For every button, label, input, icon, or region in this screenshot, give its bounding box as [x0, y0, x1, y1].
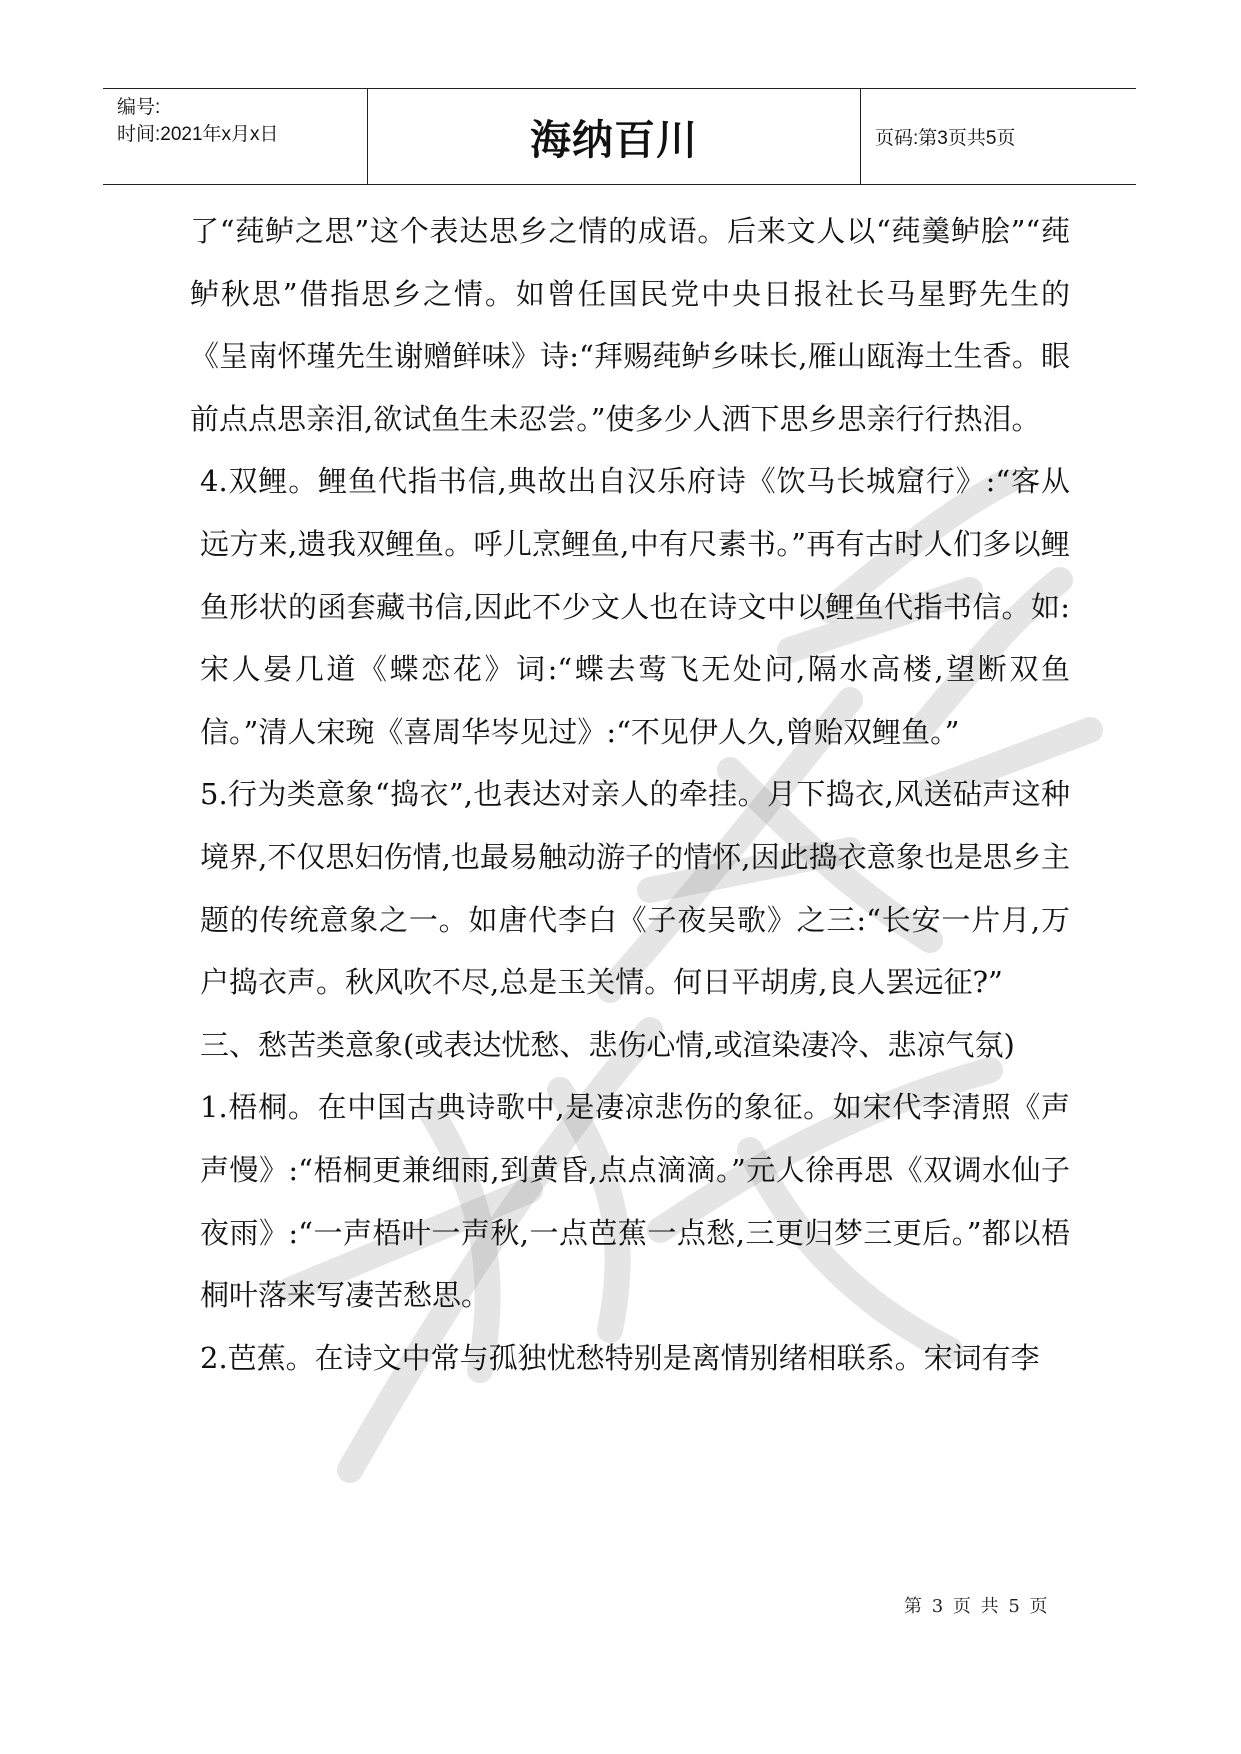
body-paragraph: 了“莼鲈之思”这个表达思乡之情的成语。后来文人以“莼羹鲈脍”“莼鲈秋思”借指思乡之情。如曾任国民党中央日报社长马星野先生的《呈南怀瑾先生谢赠鲜味》诗:“拜赐莼鲈乡味长,雁山瓯海土生香。眼前点点思亲泪,欲试鱼生未忍尝。”使多少人洒下思乡思亲行行热泪。	[190, 214, 1070, 436]
section-heading: 三、愁苦类意象(或表达忧愁、悲伤心情,或渲染凄冷、悲凉气氛)	[200, 1027, 1015, 1062]
document-body	[190, 200, 1070, 1389]
time-label: 时间:2021年x月x日	[117, 124, 279, 145]
body-paragraph: 4.双鲤。鲤鱼代指书信,典故出自汉乐府诗《饮马长城窟行》:“客从远方来,遗我双鲤鱼。呼儿烹鲤鱼,中有尺素书。”再有古时人们多以鲤鱼形状的函套藏书信,因此不少文人也在诗文中以鲤鱼代指书信。如:宋人晏几道《蝶恋花》词:“蝶去莺飞无处问,隔水高楼,望断双鱼信。”清人宋琬《喜周华岑见过》:“不见伊人久,曾贻双鲤鱼。”	[200, 464, 1070, 749]
body-paragraph: 2.芭蕉。在诗文中常与孤独忧愁特别是离情别绪相联系。宋词有李	[200, 1340, 1040, 1375]
header-page-cell	[861, 89, 1136, 184]
document-title: 海纳百川	[530, 116, 698, 164]
body-paragraph: 5.行为类意象“捣衣”,也表达对亲人的牵挂。月下捣衣,风送砧声这种境界,不仅思妇伤情,也最易触动游子的情怀,因此捣衣意象也是思乡主题的传统意象之一。如唐代李白《子夜吴歌》之三:“长安一片月,万户捣衣声。秋风吹不尽,总是玉关情。何日平胡虏,良人罢远征?”	[200, 777, 1070, 1000]
document-header	[103, 88, 1136, 185]
header-title-cell	[368, 89, 861, 184]
page-number-label: 页码:第3页共5页	[875, 128, 1016, 149]
page-footer: 第 3 页 共 5 页	[904, 1596, 1050, 1617]
serial-number-label: 编号:	[117, 97, 161, 118]
header-meta-cell	[103, 89, 368, 184]
body-paragraph: 1.梧桐。在中国古典诗歌中,是凄凉悲伤的象征。如宋代李清照《声声慢》:“梧桐更兼细雨,到黄昏,点点滴滴。”元人徐再思《双调水仙子夜雨》:“一声梧叶一声秋,一点芭蕉一点愁,三更归梦三更后。”都以梧桐叶落来写凄苦愁思。	[200, 1090, 1070, 1313]
